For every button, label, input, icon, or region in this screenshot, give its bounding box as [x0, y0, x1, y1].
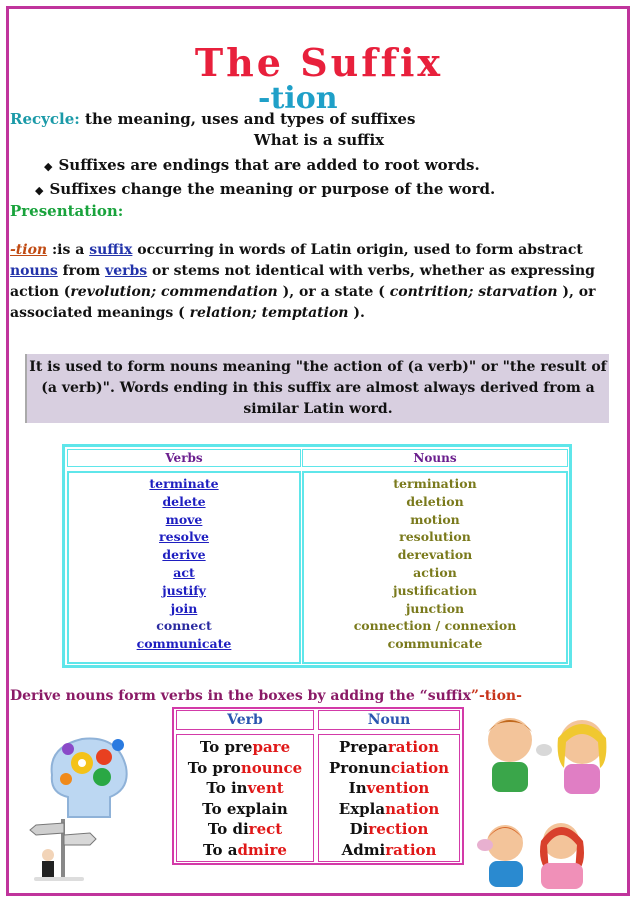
example-text: contrition; starvation: [389, 284, 558, 300]
para-text: :is a: [47, 242, 90, 258]
verb-link[interactable]: move: [165, 511, 203, 527]
verb-link[interactable]: join: [170, 600, 198, 616]
brain-gears-illustration: [38, 727, 143, 822]
people-talking-illustration: [470, 712, 620, 802]
nouns-column: [302, 471, 568, 664]
noun-text: action: [413, 564, 457, 580]
exercise-verbs-column: [176, 734, 314, 862]
whispering-people-illustration: [475, 815, 595, 890]
para-text: occurring in words of Latin origin, used to form abstract: [132, 242, 583, 258]
diamond-bullet-icon: ◆: [44, 160, 53, 173]
bullet-1: [44, 156, 480, 174]
exercise-verb: To direct: [207, 820, 283, 838]
exercise-noun: Invention: [348, 779, 430, 797]
para-text: ), or associated meanings (: [10, 284, 596, 321]
noun-header: Noun: [318, 710, 460, 730]
verb-link[interactable]: delete: [162, 493, 206, 509]
gear-icon: [60, 773, 72, 785]
para-text: ).: [348, 305, 365, 321]
noun-text: communicate: [387, 636, 483, 652]
gear-icon: [96, 749, 112, 765]
recycle-line: [10, 110, 415, 128]
exercise-verb: To admire: [203, 840, 287, 859]
exercise-verb: To prepare: [199, 738, 291, 756]
bullet-text: Suffixes change the meaning or purpose of the word.: [49, 180, 496, 198]
gear-icon: [62, 743, 74, 755]
bullet-text: Suffixes are endings that are added to root words.: [58, 156, 480, 174]
verb-link[interactable]: terminate: [149, 476, 219, 491]
para-text: or stems not identical with verbs, whether as expressing action (: [10, 263, 595, 300]
instruction-suffix: ”-tion-: [470, 688, 522, 704]
recycle-text: the meaning, uses and types of suffixes: [85, 110, 416, 128]
verb-text: connect: [156, 618, 212, 634]
exercise-noun: Explanation: [338, 799, 440, 818]
nouns-link[interactable]: nouns: [10, 263, 58, 279]
verb-link[interactable]: act: [173, 564, 195, 580]
recycle-label: Recycle:: [10, 110, 80, 128]
definition-paragraph: [10, 240, 620, 324]
nouns-header: Nouns: [302, 449, 568, 467]
noun-text: connection / connexion: [353, 618, 517, 634]
exercise-instruction: [10, 688, 522, 704]
verbs-header: Verbs: [67, 449, 301, 467]
signpost-illustration: [28, 815, 98, 885]
instruction-text: Derive nouns form verbs in the boxes by adding the “suffix: [10, 688, 471, 704]
noun-text: deletion: [406, 493, 464, 509]
gear-icon: [93, 768, 111, 786]
exercise-verb: To pronounce: [187, 758, 303, 777]
noun-text: termination: [393, 476, 477, 491]
presentation-label: Presentation:: [10, 202, 124, 220]
page-title: The Suffix: [194, 40, 444, 85]
verb-link[interactable]: communicate: [136, 636, 232, 652]
tion-link[interactable]: -tion: [10, 242, 48, 258]
exercise-noun: Pronunciation: [329, 758, 449, 777]
gear-icon: [112, 739, 124, 751]
verb-link[interactable]: justify: [162, 582, 206, 598]
suffix-question: What is a suffix: [253, 131, 385, 149]
noun-text: motion: [410, 511, 460, 527]
noun-text: justification: [393, 582, 477, 598]
bullet-2: [35, 180, 495, 198]
exercise-noun: Preparation: [338, 738, 440, 756]
para-text: ), or a state (: [277, 284, 390, 300]
exercise-nouns-column: [318, 734, 460, 862]
exercise-noun: Direction: [349, 820, 429, 838]
exercise-verb: To invent: [206, 779, 284, 797]
example-text: revolution; commendation: [70, 284, 278, 300]
noun-text: junction: [405, 600, 465, 616]
exercise-verb: To explain: [202, 799, 288, 818]
verb-link[interactable]: resolve: [159, 529, 209, 545]
title-overflow-text: -tion: [258, 81, 338, 116]
suffix-link[interactable]: suffix: [89, 242, 133, 258]
diamond-bullet-icon: ◆: [35, 184, 44, 197]
example-text: relation; temptation: [189, 305, 349, 321]
usage-note-box: It is used to form nouns meaning "the action of (a verb)" or "the result of (a verb)". Words ending in this suffix are almost always derived from a similar Latin word.: [25, 354, 609, 423]
verb-header: Verb: [176, 710, 314, 730]
noun-text: derevation: [397, 547, 473, 563]
exercise-noun: Admiration: [341, 840, 437, 859]
verbs-link[interactable]: verbs: [105, 263, 148, 279]
para-text: from: [57, 263, 106, 279]
noun-text: resolution: [399, 529, 471, 545]
verb-link[interactable]: derive: [162, 547, 206, 563]
verbs-column: [67, 471, 301, 664]
